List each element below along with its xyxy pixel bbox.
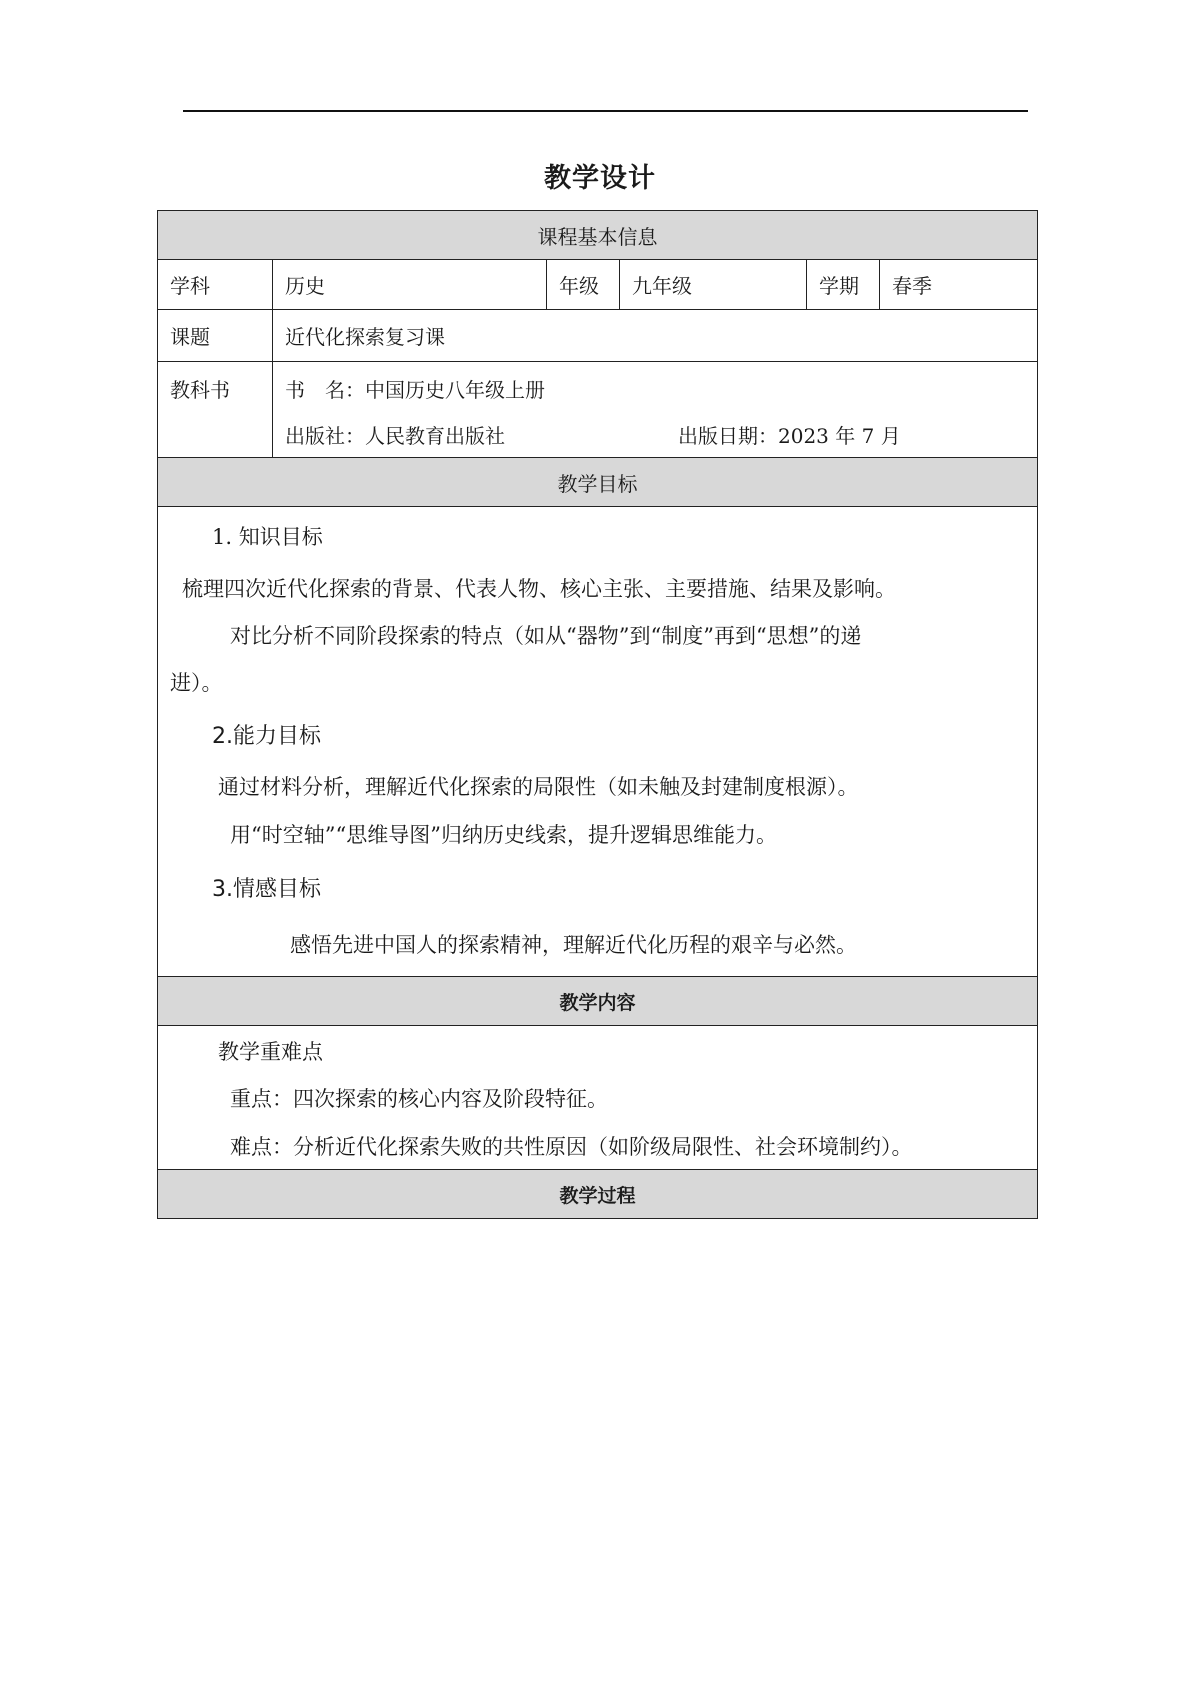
header-rule [183, 110, 1028, 112]
objectives-section [158, 507, 1037, 977]
knowledge-objective-point-2-line-2: 进）。 [170, 671, 223, 695]
knowledge-objective-point-2-line-1: 对比分析不同阶段探索的特点（如从“器物”到“制度”再到“思想”的递 [230, 624, 862, 648]
textbook-label: 教科书 [158, 362, 273, 457]
subject-label: 学科 [158, 260, 273, 309]
basic-info-header: 课程基本信息 [158, 211, 1037, 260]
ability-objective-point-1: 通过材料分析，理解近代化探索的局限性（如未触及封建制度根源）。 [218, 775, 859, 799]
knowledge-objective-point-1: 梳理四次近代化探索的背景、代表人物、核心主张、主要措施、结果及影响。 [182, 577, 896, 601]
grade-label: 年级 [547, 260, 620, 309]
emotion-objective-point-1: 感悟先进中国人的探索精神，理解近代化历程的艰辛与必然。 [290, 933, 857, 957]
difficult-point: 难点：分析近代化探索失败的共性原因（如阶级局限性、社会环境制约）。 [230, 1135, 913, 1159]
document-title: 教学设计 [544, 163, 656, 194]
knowledge-objective-title: 1. 知识目标 [212, 525, 323, 549]
topic-row [158, 310, 1037, 362]
key-points-title: 教学重难点 [218, 1040, 323, 1064]
process-header: 教学过程 [158, 1170, 1037, 1218]
ability-objective-point-2: 用“时空轴”“思维导图”归纳历史线索，提升逻辑思维能力。 [230, 823, 777, 847]
subject-row [158, 260, 1037, 310]
topic-value: 近代化探索复习课 [285, 325, 445, 349]
lesson-plan-table [157, 210, 1038, 1219]
term-label: 学期 [807, 260, 880, 309]
emotion-objective-title: 3.情感目标 [212, 877, 321, 902]
content-header: 教学内容 [158, 977, 1037, 1026]
textbook-name: 书 名：中国历史八年级上册 [285, 378, 545, 402]
textbook-row [158, 362, 1037, 458]
textbook-publish-date: 出版日期：2023 年 7 月 [678, 424, 901, 448]
subject-value: 历史 [273, 260, 547, 309]
textbook-publisher: 出版社：人民教育出版社 [285, 424, 505, 448]
topic-label: 课题 [158, 310, 273, 361]
ability-objective-title: 2.能力目标 [212, 724, 321, 749]
textbook-details [273, 362, 1037, 457]
objectives-header: 教学目标 [158, 458, 1037, 507]
key-point: 重点：四次探索的核心内容及阶段特征。 [230, 1087, 608, 1111]
term-value: 春季 [892, 274, 932, 298]
grade-value: 九年级 [620, 260, 807, 309]
content-section [158, 1026, 1037, 1170]
